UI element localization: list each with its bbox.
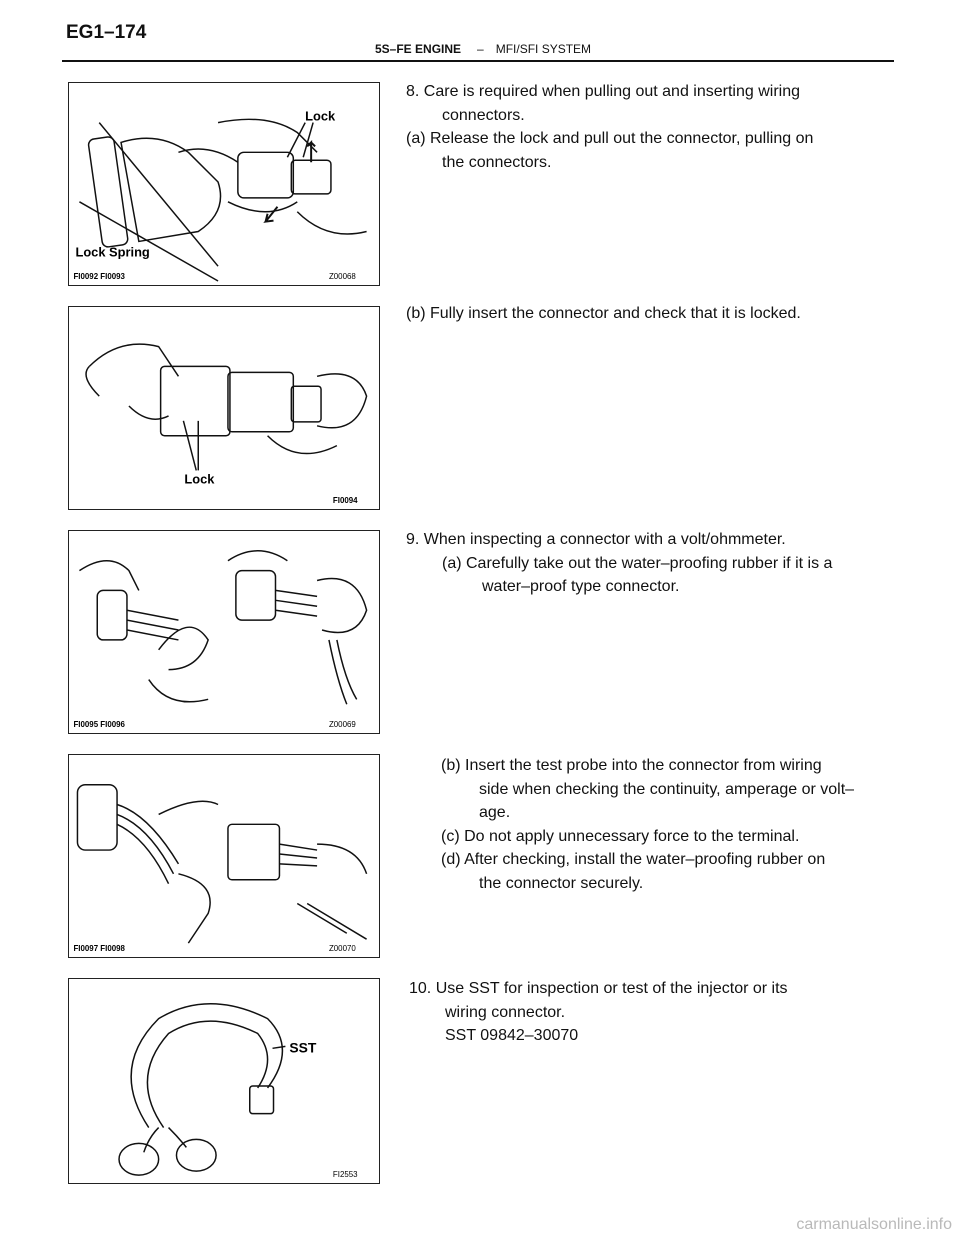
step-8b-block: [406, 302, 801, 326]
figure-release-lock: [68, 82, 380, 286]
figure-test-probe: [68, 754, 380, 958]
figure-ref: FI2553: [332, 1170, 358, 1180]
figure-codes: FI0097 FI0098: [73, 944, 125, 954]
step-8-line-1: 8. Care is required when pulling out and inserting wiring: [406, 83, 800, 100]
page-number: EG1–174: [66, 22, 147, 43]
step-9b-line-3: age.: [479, 804, 511, 821]
illustration-test-probe: [69, 755, 379, 957]
label-lock: Lock: [305, 108, 336, 124]
figure-codes: FI0095 FI0096: [73, 720, 125, 730]
illustration-waterproof-rubber: [69, 531, 379, 733]
figure-sst: [68, 978, 380, 1184]
step-9: 9. When inspecting a connector with a volt/ohmmeter.: [406, 531, 786, 548]
figure-waterproof-rubber: [68, 530, 380, 734]
figure-ref: Z00070: [328, 944, 356, 954]
label-lock: Lock: [184, 471, 215, 487]
step-10-line-2: wiring connector.: [445, 1003, 566, 1021]
step-8b: (b) Fully insert the connector and check that it is locked.: [406, 305, 801, 322]
step-9d-line-2: the connector securely.: [479, 874, 644, 892]
label-lock-spring: Lock Spring: [75, 244, 150, 260]
step-9-block: [406, 528, 832, 599]
step-9a-line-1: (a) Carefully take out the water–proofing rubber if it is a: [442, 554, 833, 572]
step-9b-line-1: (b) Insert the test probe into the connector from wiring: [441, 757, 822, 774]
step-9c: (c) Do not apply unnecessary force to the terminal.: [441, 827, 800, 845]
illustration-release-lock: [69, 83, 379, 285]
figure-insert-connector: [68, 306, 380, 510]
step-8-block: [406, 80, 813, 174]
step-8a-line-2: the connectors.: [442, 153, 552, 171]
label-sst: SST: [289, 1039, 317, 1056]
figure-ref: Z00069: [328, 720, 356, 730]
header-separator: –: [477, 42, 484, 56]
section-header: [375, 42, 591, 56]
step-9d-line-1: (d) After checking, install the water–proofing rubber on: [441, 851, 826, 868]
header-rule: [62, 60, 894, 62]
figure-ref: FI0094: [332, 496, 358, 506]
step-10-block: [409, 977, 788, 1048]
step-8-line-2: connectors.: [442, 106, 525, 124]
step-9a-line-2: water–proof type connector.: [482, 578, 680, 595]
illustration-insert-connector: [69, 307, 379, 509]
step-9b-block: [441, 754, 854, 895]
step-10-sst-number: SST 09842–30070: [445, 1027, 579, 1044]
section-title: 5S–FE ENGINE: [375, 42, 462, 56]
watermark: carmanualsonline.info: [796, 1216, 952, 1233]
subsection-title: MFI/SFI SYSTEM: [495, 42, 592, 56]
step-10-line-1: 10. Use SST for inspection or test of the injector or its: [409, 980, 788, 997]
step-8a-line-1: (a) Release the lock and pull out the connector, pulling on: [406, 130, 814, 147]
step-9b-line-2: side when checking the continuity, amperage or volt–: [479, 780, 855, 798]
figure-ref: Z00068: [328, 272, 356, 282]
figure-codes: FI0092 FI0093: [73, 272, 125, 282]
illustration-sst: [69, 979, 379, 1183]
